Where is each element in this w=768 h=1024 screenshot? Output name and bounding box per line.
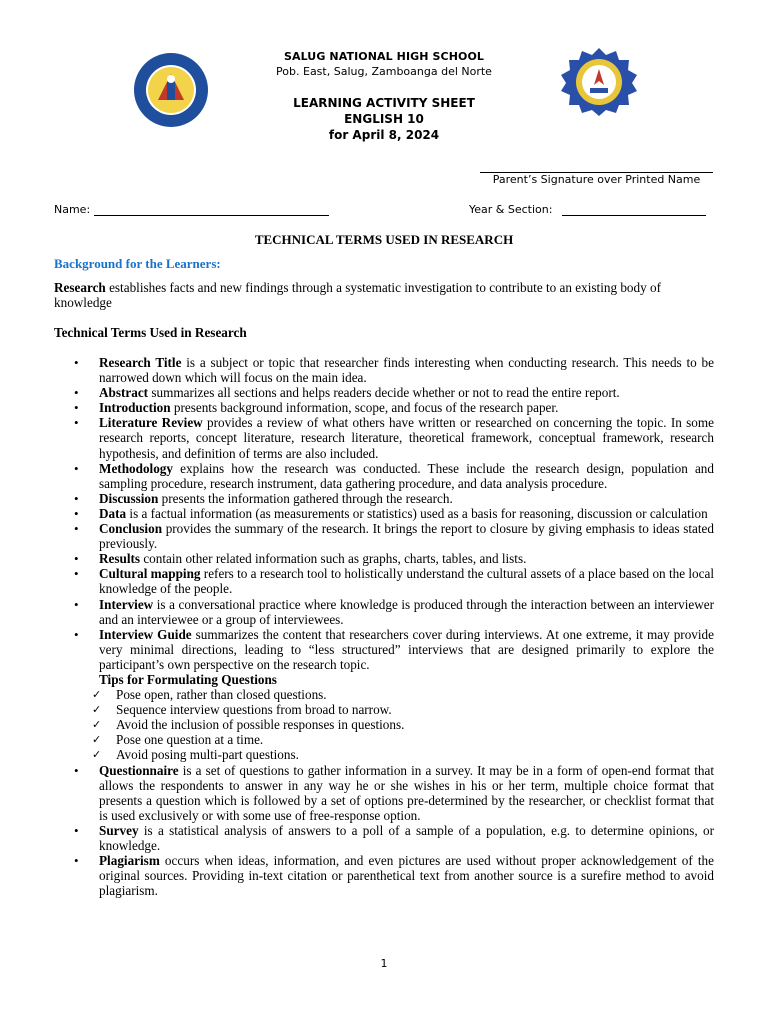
sheet-date: for April 8, 2024 xyxy=(328,128,440,142)
name-label: Name: xyxy=(54,203,91,216)
school-name: SALUG NATIONAL HIGH SCHOOL xyxy=(283,50,485,63)
page-title: TECHNICAL TERMS USED IN RESEARCH xyxy=(254,232,514,247)
tip-item: ✓ Pose one question at a time. xyxy=(92,732,714,747)
list-item: • Introduction presents background information, scope, and focus of the research paper. xyxy=(54,400,714,415)
tip-item: ✓ Avoid the inclusion of possible responses in questions. xyxy=(92,717,714,732)
terms-list xyxy=(54,355,714,898)
list-item: • Interview is a conversational practice where knowledge is produced through the interaction between an interviewer and an interviewee or a group of interviewees. xyxy=(54,597,714,627)
list-item: • Results contain other related information such as graphs, charts, tables, and lists. xyxy=(54,551,714,566)
name-row xyxy=(54,203,329,216)
tip-item: ✓ Pose open, rather than closed questions. xyxy=(92,687,714,702)
terms-heading: Technical Terms Used in Research xyxy=(54,325,247,340)
tip-item: ✓ Avoid posing multi-part questions. xyxy=(92,747,714,762)
list-item: • Discussion presents the information gathered through the research. xyxy=(54,491,714,506)
intro-text: establishes facts and new findings through a systematic investigation to contribute to an existing body of knowledge xyxy=(54,280,661,310)
list-item: • Cultural mapping refers to a research tool to holistically understand the cultural assets of a place based on the local knowledge of the people. xyxy=(54,566,714,596)
document-header xyxy=(0,50,768,142)
tips-list xyxy=(92,687,714,762)
year-section-label: Year & Section: xyxy=(469,203,553,216)
year-section-row xyxy=(469,203,706,216)
page-number: 1 xyxy=(380,957,388,970)
list-item: • Literature Review provides a review of what others have written or researched on concerning the topic. In some research reports, concept literature, research literature, theoretical framework, conceptual framework, research hypothesis, and definition of terms are also included. xyxy=(54,415,714,460)
year-section-field[interactable] xyxy=(562,203,706,216)
list-item: • Questionnaire is a set of questions to gather information in a survey. It may be in a form of open-end format that allows the respondents to answer in any way he or she wishes in his or her term, multiple choice format that presents a question which is followed by a set of options pre-determined by the researcher, or checklist format that is used exclusively or with some use of free-response option. xyxy=(54,763,714,823)
name-field[interactable] xyxy=(94,203,329,216)
tip-item: ✓ Sequence interview questions from broad to narrow. xyxy=(92,702,714,717)
list-item: • Conclusion provides the summary of the research. It brings the report to closure by giving emphasis to ideas stated previously. xyxy=(54,521,714,551)
tips-block xyxy=(54,672,714,763)
list-item: • Data is a factual information (as measurements or statistics) used as a basis for reasoning, discussion or calculation xyxy=(54,506,714,521)
school-address: Pob. East, Salug, Zamboanga del Norte xyxy=(276,65,492,78)
list-item: • Abstract summarizes all sections and helps readers decide whether or not to read the entire report. xyxy=(54,385,714,400)
sheet-title: LEARNING ACTIVITY SHEET xyxy=(293,96,475,110)
background-heading: Background for the Learners: xyxy=(54,256,221,271)
tips-title: Tips for Formulating Questions xyxy=(99,671,277,687)
intro-term: Research xyxy=(54,280,106,295)
list-item: • Survey is a statistical analysis of answers to a poll of a sample of a population, e.g. to determine opinions, or knowledge. xyxy=(54,823,714,853)
list-item: • Research Title is a subject or topic that researcher finds interesting when conducting research. This needs to be narrowed down which will focus on the main idea. xyxy=(54,355,714,385)
list-item: • Interview Guide summarizes the content that researchers cover during interviews. At one extreme, it may provide very minimal directions, leading to “less structured” interviews that are designed primarily to explore the participant’s own perspective on the research topic. xyxy=(54,627,714,672)
intro-paragraph xyxy=(54,280,714,310)
list-item: • Plagiarism occurs when ideas, information, and even pictures are used without proper acknowledgement of the original sources. Providing in-text citation or parenthetical text from another source is a surefire method to avoid plagiarism. xyxy=(54,853,714,898)
signature-label: Parent’s Signature over Printed Name xyxy=(492,173,701,186)
list-item: • Methodology explains how the research was conducted. These include the research design, population and sampling procedure, research instrument, data gathering procedure, and data analysis procedure. xyxy=(54,461,714,491)
subject: ENGLISH 10 xyxy=(344,112,424,126)
